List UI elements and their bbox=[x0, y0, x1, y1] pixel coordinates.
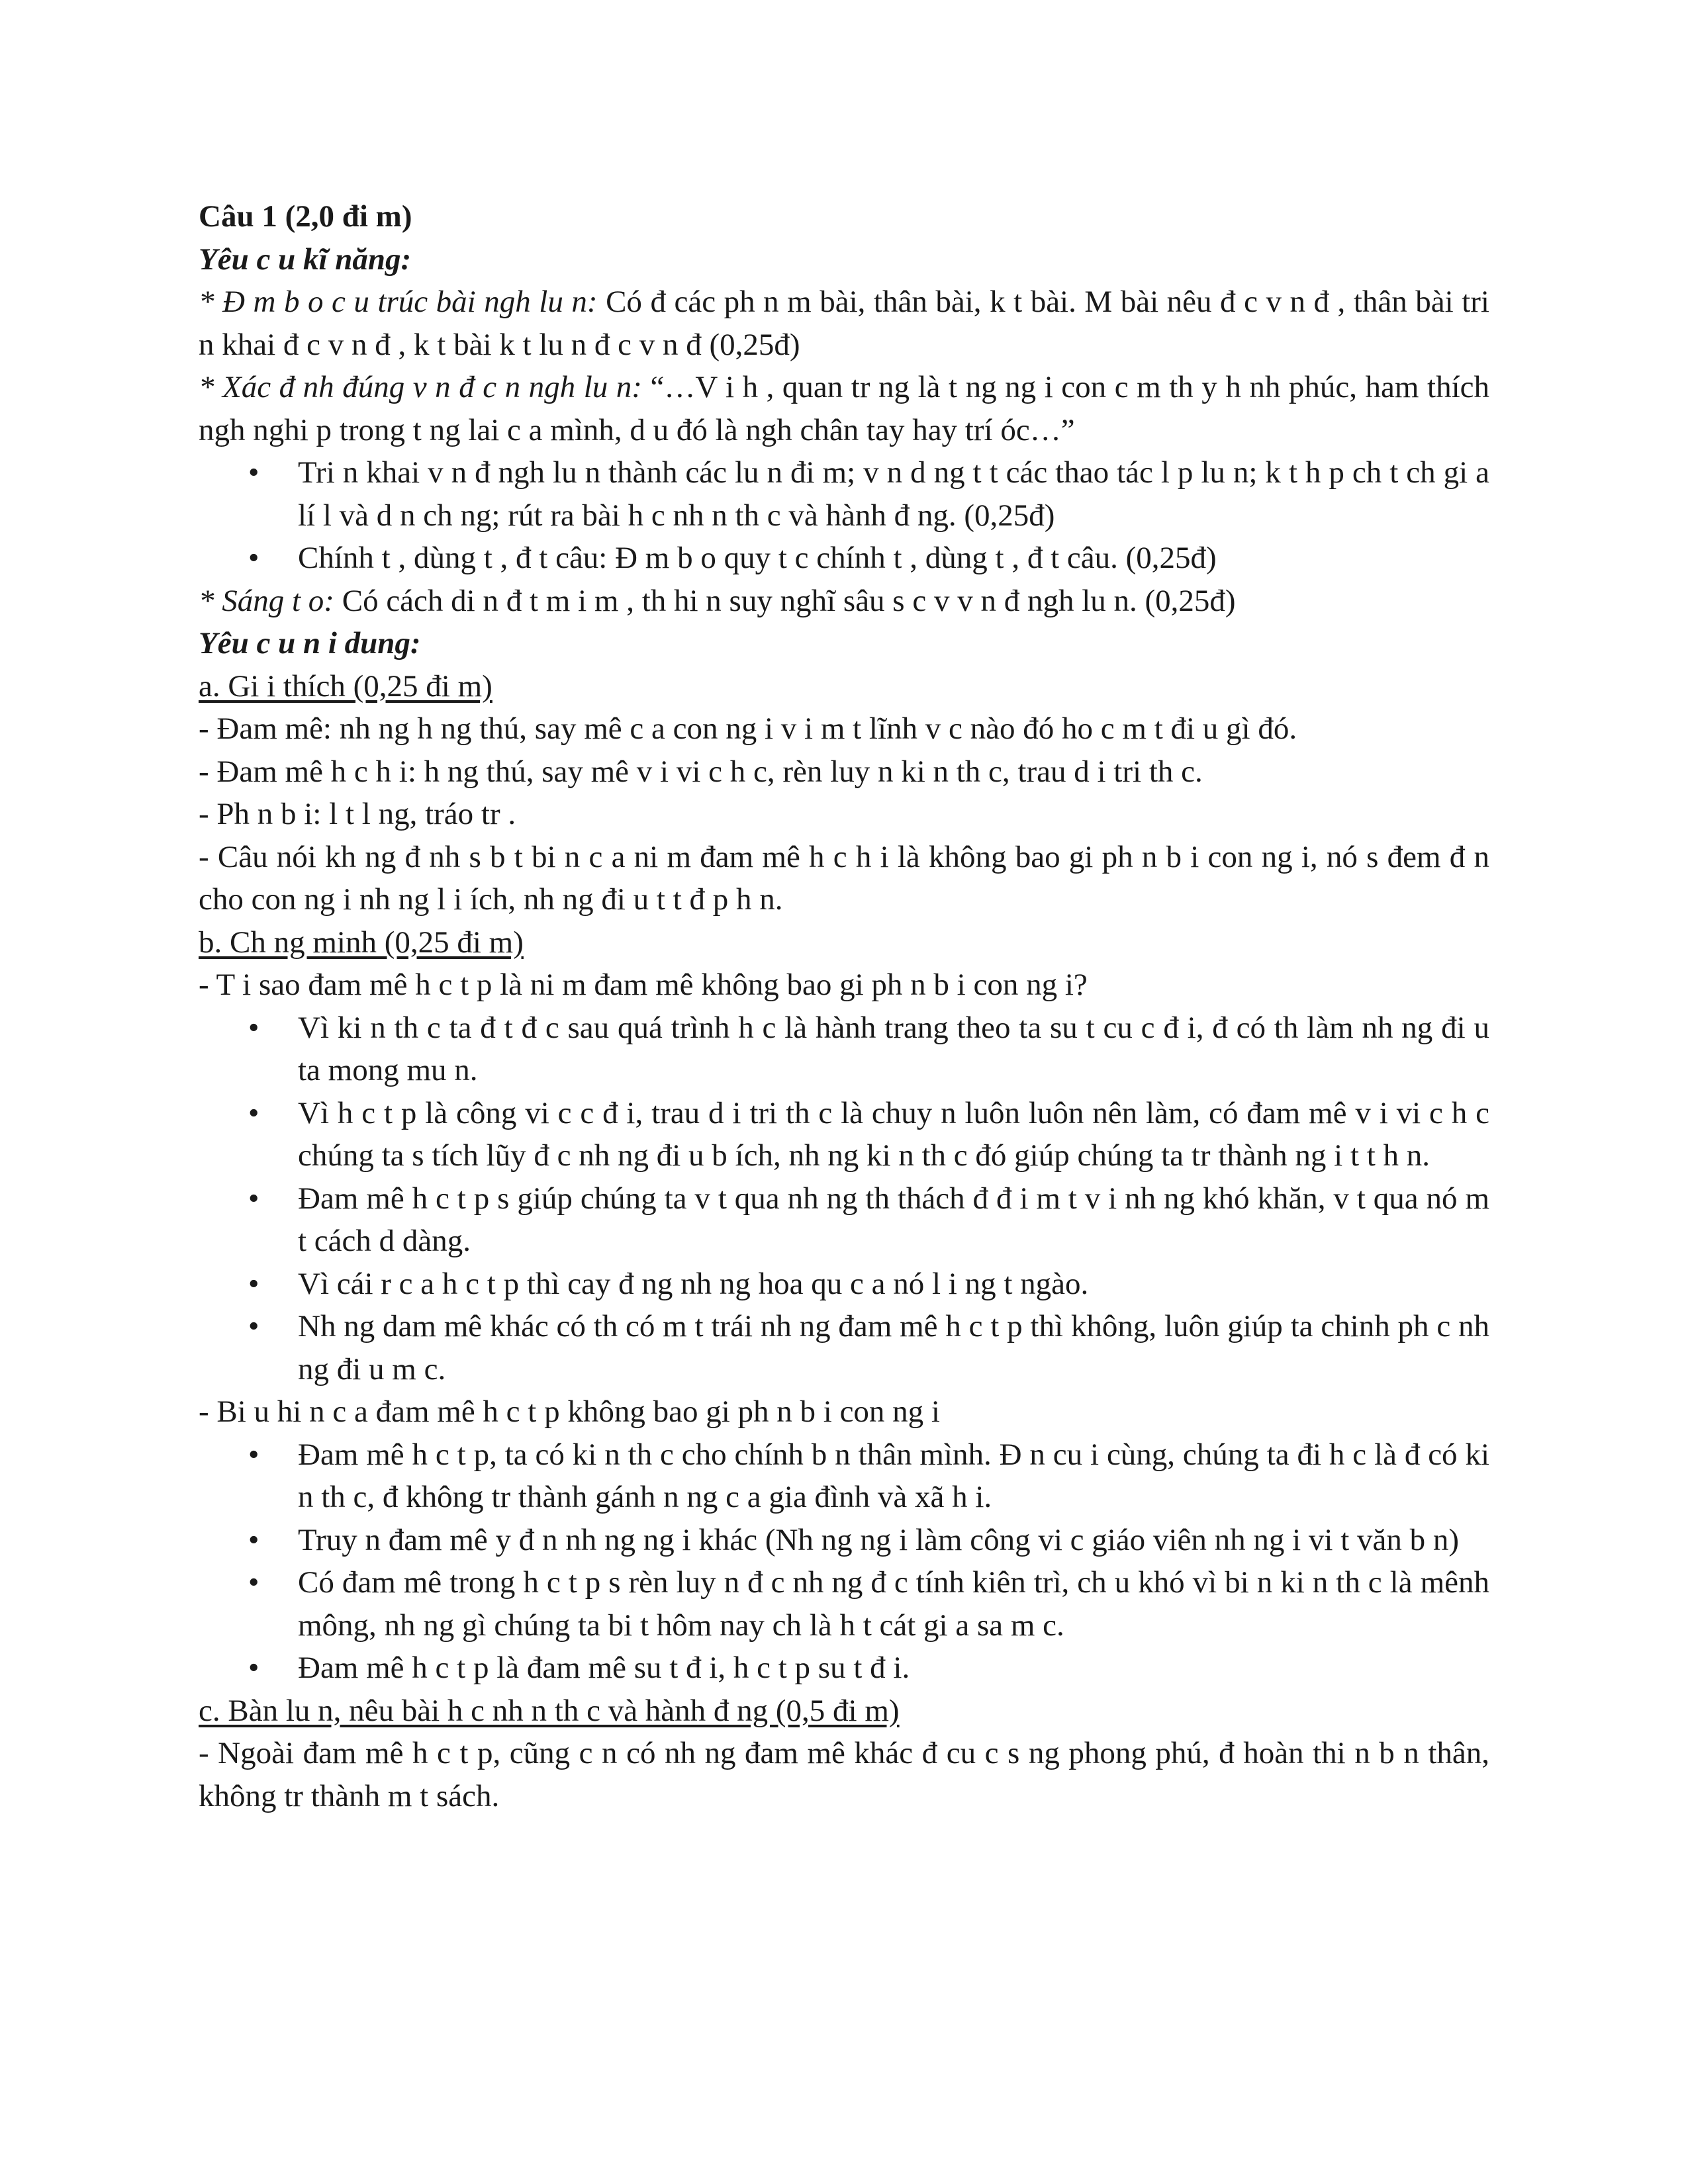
structure-text: Có đ các ph n m bài, thân bài, k t bài. M bài nêu đ c v n đ , thân bài tri n khai đ c v n đ , k t bài k t lu n đ c v n đ (0,25đ) bbox=[199, 285, 1489, 362]
section-a-line: - Đam mê h c h i: h ng thú, say mê v i vi c h c, rèn luy n ki n th c, trau d i tri th c. bbox=[199, 754, 1203, 789]
skill-bullet-list bbox=[199, 451, 1489, 580]
issue-criterion bbox=[199, 366, 1489, 451]
section-a-line: - Đam mê: nh ng h ng thú, say mê c a con ng i v i m t lĩnh v c nào đó ho c m t đi u gì đó. bbox=[199, 711, 1297, 746]
section-a-line: - Ph n b i: l t l ng, tráo tr . bbox=[199, 797, 516, 831]
why-bullet: • Vì cái r c a h c t p thì cay đ ng nh ng hoa qu c a nó l i ng t ngào. bbox=[199, 1263, 1489, 1306]
creative-text: Có cách di n đ t m i m , th hi n suy nghĩ sâu s c v v n đ ngh lu n. (0,25đ) bbox=[334, 583, 1236, 618]
expr-bullet: • Đam mê h c t p là đam mê su t đ i, h c t p su t đ i. bbox=[199, 1647, 1489, 1690]
expr-bullet: • Truy n đam mê y đ n nh ng ng i khác (Nh ng ng i làm công vi c giáo viên nh ng i vi t văn b n) bbox=[199, 1519, 1489, 1562]
section-c-heading: c. Bàn lu n, nêu bài h c nh n th c và hành đ ng (0,5 đi m) bbox=[199, 1693, 900, 1728]
section-b-why-line: - T i sao đam mê h c t p là ni m đam mê không bao gi ph n b i con ng i? bbox=[199, 968, 1088, 1002]
why-bullet: • Nh ng dam mê khác có th có m t trái nh ng đam mê h c t p thì không, luôn giúp ta chinh ph c nh ng đi u m c. bbox=[199, 1305, 1489, 1390]
why-bullet: • Vì ki n th c ta đ t đ c sau quá trình h c là hành trang theo ta su t cu c đ i, đ có th làm nh ng đi u ta mong mu n. bbox=[199, 1007, 1489, 1092]
section-a-heading: a. Gi i thích (0,25 đi m) bbox=[199, 668, 492, 704]
expr-bullet: • Đam mê h c t p, ta có ki n th c cho chính b n thân mình. Đ n cu i cùng, chúng ta đi h c là đ có ki n th c, đ không tr thành gánh n ng c a gia đình và xã h i. bbox=[199, 1433, 1489, 1519]
skill-bullet: • Tri n khai v n đ ngh lu n thành các lu n đi m; v n d ng t t các thao tác l p lu n; k t h p ch t ch gi a lí l và d n ch ng; rút ra bài h c nh n th c và hành đ ng. (0,25đ) bbox=[199, 451, 1489, 537]
why-bullet: • Vì h c t p là công vi c c đ i, trau d i tri th c là chuy n luôn luôn nên làm, có đam mê v i vi c h c chúng ta s tích lũy đ c nh ng đi u b ích, nh ng ki n th c đó giúp chúng ta tr thành ng i t t h n. bbox=[199, 1092, 1489, 1177]
creative-criterion bbox=[199, 580, 1489, 623]
expr-bullet: • Có đam mê trong h c t p s rèn luy n đ c nh ng đ c tính kiên trì, ch u khó vì bi n ki n th c là mênh mông, nh ng gì chúng ta bi t hôm nay ch là h t cát gi a sa m c. bbox=[199, 1561, 1489, 1647]
section-b-heading: b. Ch ng minh (0,25 đi m) bbox=[199, 925, 524, 960]
section-c-line: - Ngoài đam mê h c t p, cũng c n có nh ng đam mê khác đ cu c s ng phong phú, đ hoàn thi n b n thân, không tr thành m t sách. bbox=[199, 1736, 1489, 1813]
section-a-line: - Câu nói kh ng đ nh s b t bi n c a ni m đam mê h c h i là không bao gi ph n b i con ng i, nó s đem đ n cho con ng i nh ng l i ích, nh ng đi u t t đ p h n. bbox=[199, 839, 1489, 917]
why-bullet: • Đam mê h c t p s giúp chúng ta v t qua nh ng th thách đ đ i m t v i nh ng khó khăn, v t qua nó m t cách d dàng. bbox=[199, 1177, 1489, 1263]
issue-text: “…V i h , quan tr ng là t ng ng i con c m th y h nh phúc, ham thích ngh nghi p trong t ng lai c a mình, d u đó là ngh chân tay hay trí óc…” bbox=[199, 370, 1489, 447]
creative-label: * Sáng t o: bbox=[199, 583, 334, 618]
skills-heading: Yêu c u kĩ năng: bbox=[199, 242, 412, 277]
question-title: Câu 1 (2,0 đi m) bbox=[199, 199, 412, 234]
structure-label: * Đ m b o c u trúc bài ngh lu n: bbox=[199, 285, 598, 319]
why-bullet-list bbox=[199, 1007, 1489, 1391]
skill-bullet: • Chính t , dùng t , đ t câu: Đ m b o quy t c chính t , dùng t , đ t câu. (0,25đ) bbox=[199, 537, 1489, 580]
structure-criterion bbox=[199, 281, 1489, 366]
content-heading: Yêu c u n i dung: bbox=[199, 626, 421, 660]
expr-bullet-list bbox=[199, 1433, 1489, 1690]
issue-label: * Xác đ nh đúng v n đ c n ngh lu n: bbox=[199, 370, 642, 404]
answer-document bbox=[199, 195, 1489, 1817]
section-b-expr-line: - Bi u hi n c a đam mê h c t p không bao gi ph n b i con ng i bbox=[199, 1394, 940, 1429]
